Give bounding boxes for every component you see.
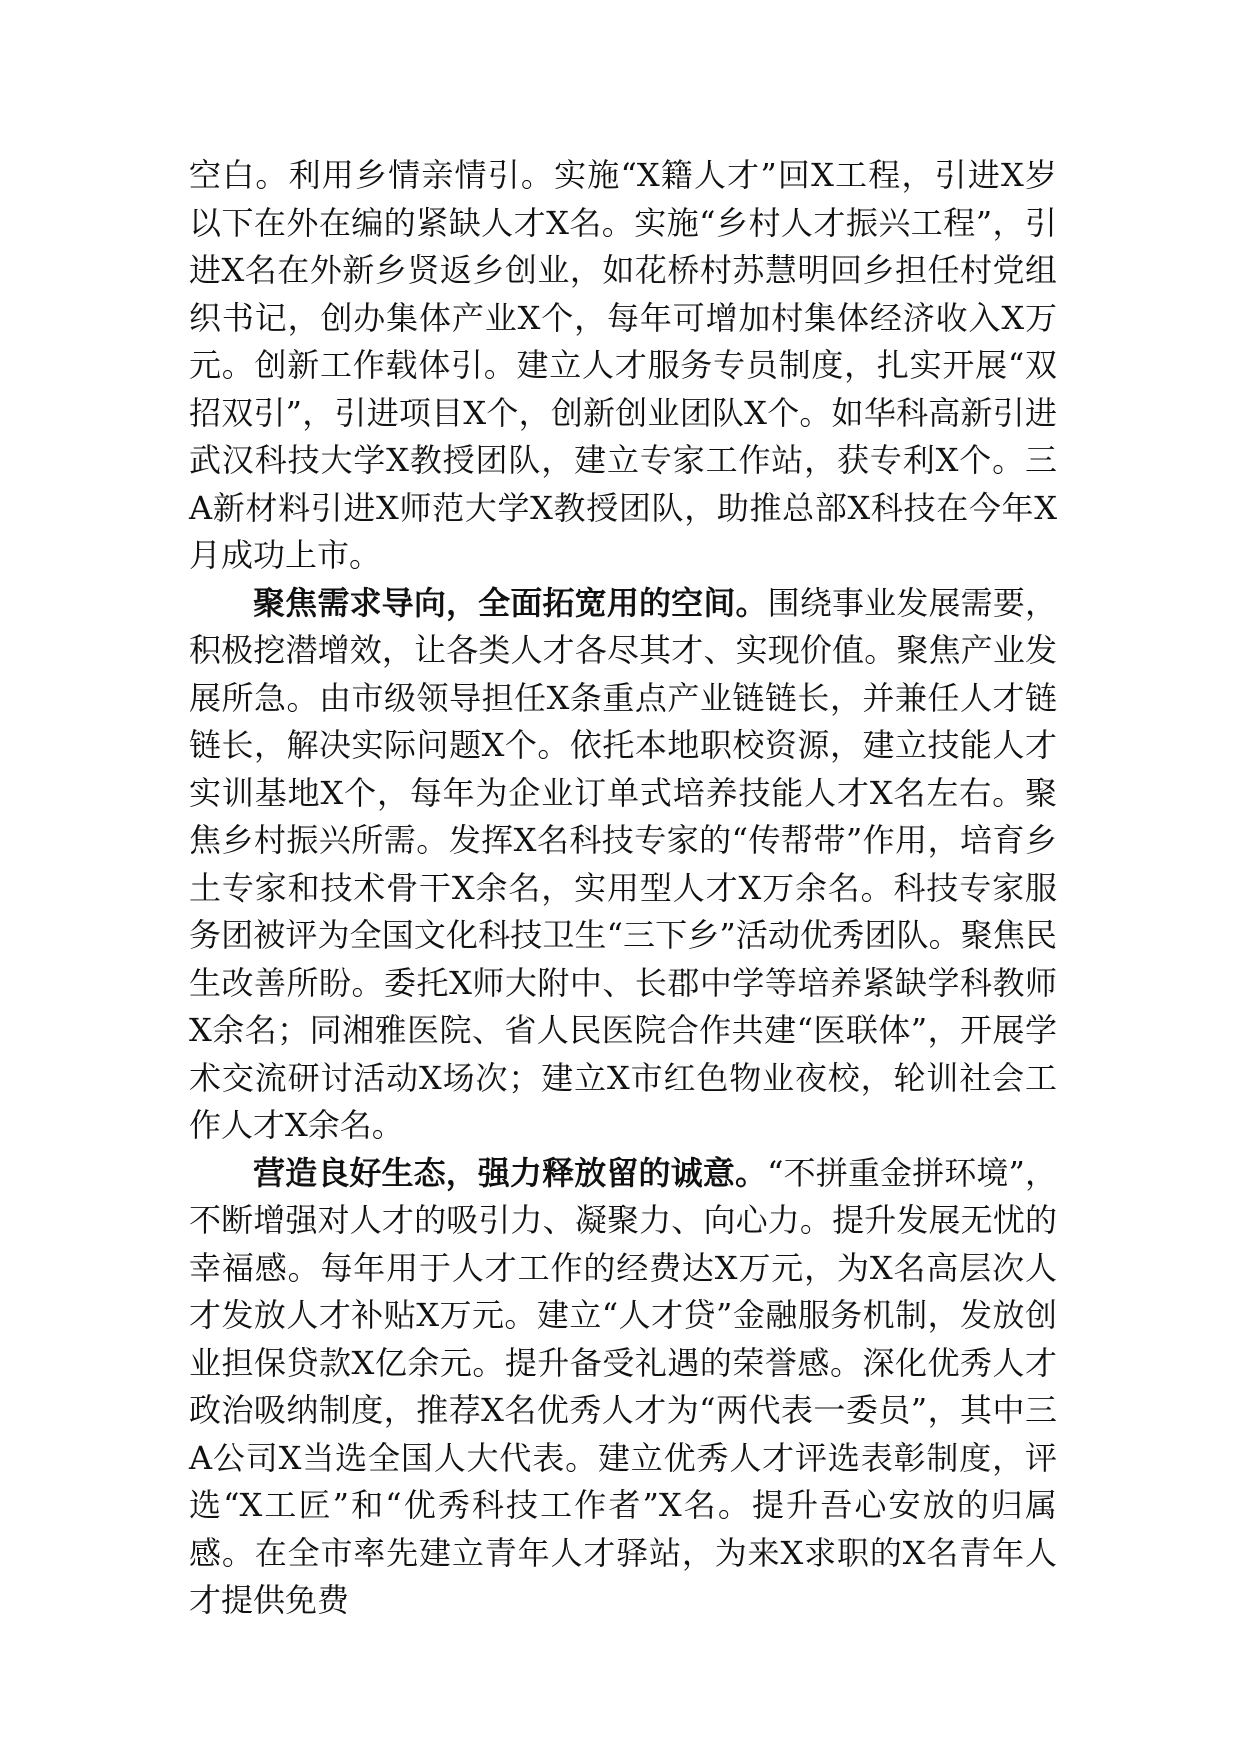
paragraph-text: 空白。利用乡情亲情引。实施“X籍人才”回X工程，引进X岁以下在外在编的紧缺人才X名。实施“乡村人才振兴工程”，引进X名在外新乡贤返乡创业，如花桥村苏慧明回乡担任村党组织书记，创办集体产业X个，每年可增加村集体经济收入X万元。创新工作载体引。建立人才服务专员制度，扎实开展“双招双引”，引进项目X个，创新创业团队X个。如华科高新引进武汉科技大学X教授团队，建立专家工作站，获专利X个。三A新材料引进X师范大学X教授团队，助推总部X科技在今年X月成功上市。 <box>189 156 1057 574</box>
paragraph-good-ecosystem <box>189 1150 1057 1625</box>
paragraph-text: 围绕事业发展需要，积极挖潜增效，让各类人才各尽其才、实现价值。聚焦产业发展所急。由市级领导担任X条重点产业链链长，并兼任人才链链长，解决实际问题X个。依托本地职校资源，建立技能人才实训基地X个，每年为企业订单式培养技能人才X名左右。聚焦乡村振兴所需。发挥X名科技专家的“传帮带”作用，培育乡土专家和技术骨干X余名，实用型人才X万余名。科技专家服务团被评为全国文化科技卫生“三下乡”活动优秀团队。聚焦民生改善所盼。委托X师大附中、长郡中学等培养紧缺学科教师X余名；同湘雅医院、省人民医院合作共建“医联体”，开展学术交流研讨活动X场次；建立X市红色物业夜校，轮训社会工作人才X余名。 <box>189 583 1057 1144</box>
paragraph-heading: 聚焦需求导向，全面拓宽用的空间。 <box>253 583 768 622</box>
document-body <box>189 152 1057 1625</box>
paragraph-heading: 营造良好生态，强力释放留的诚意。 <box>253 1153 768 1192</box>
paragraph-talent-introduction <box>189 152 1057 580</box>
paragraph-demand-orientation <box>189 580 1057 1150</box>
paragraph-text: “不拼重金拼环境”，不断增强对人才的吸引力、凝聚力、向心力。提升发展无忧的幸福感。每年用于人才工作的经费达X万元，为X名高层次人才发放人才补贴X万元。建立“人才贷”金融服务机制，发放创业担保贷款X亿余元。提升备受礼遇的荣誉感。深化优秀人才政治吸纳制度，推荐X名优秀人才为“两代表一委员”，其中三A公司X当选全国人大代表。建立优秀人才评选表彰制度，评选“X工匠”和“优秀科技工作者”X名。提升吾心安放的归属感。在全市率先建立青年人才驿站，为来X求职的X名青年人才提供免费 <box>189 1153 1057 1619</box>
